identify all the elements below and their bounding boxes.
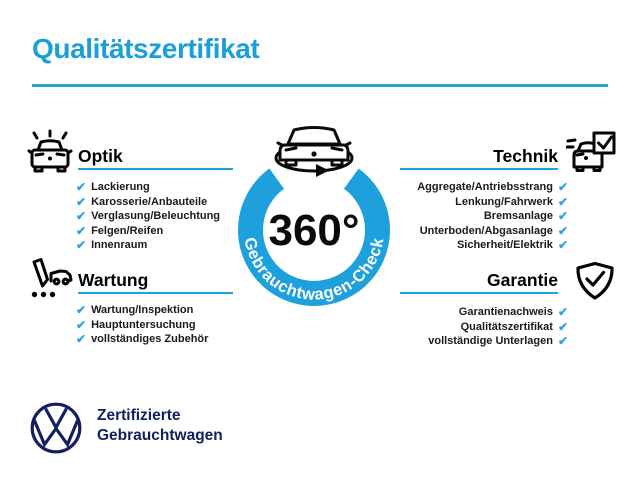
checklist-item bbox=[428, 334, 568, 349]
checklist-item-label: Sicherheit/Elektrik bbox=[456, 239, 553, 252]
optik-checklist bbox=[76, 180, 220, 253]
car-shine-icon bbox=[24, 129, 76, 186]
shield-check-icon bbox=[572, 260, 618, 317]
checklist-item-label: Bremsanlage bbox=[483, 210, 553, 223]
wartung-underline bbox=[78, 292, 233, 295]
wordmark-line1: Zertifizierte bbox=[97, 407, 181, 424]
wordmark-line2: Gebrauchtwagen bbox=[97, 426, 223, 444]
checklist-item bbox=[417, 209, 568, 224]
check-icon: ✔ bbox=[76, 223, 87, 238]
checklist-item bbox=[417, 180, 568, 195]
optik-underline bbox=[78, 168, 233, 171]
checklist-item-label: Aggregate/Antriebsstrang bbox=[417, 181, 553, 194]
check-icon: ✔ bbox=[76, 317, 87, 332]
checklist-item bbox=[76, 332, 208, 347]
checklist-item bbox=[76, 180, 220, 195]
checklist-item bbox=[76, 303, 208, 318]
check-icon: ✔ bbox=[76, 194, 87, 209]
check-icon: ✔ bbox=[557, 238, 568, 253]
checklist-item-label: Innenraum bbox=[91, 239, 148, 252]
checklist-item bbox=[428, 320, 568, 335]
check-icon: ✔ bbox=[557, 223, 568, 238]
checklist-item bbox=[76, 224, 220, 239]
check-icon: ✔ bbox=[76, 180, 87, 195]
check-icon: ✔ bbox=[557, 194, 568, 209]
check-icon: ✔ bbox=[557, 305, 568, 320]
check-icon: ✔ bbox=[557, 209, 568, 224]
brand-wordmark bbox=[97, 406, 223, 445]
checklist-item-label: Lenkung/Fahrwerk bbox=[455, 195, 553, 208]
checklist-item bbox=[417, 195, 568, 210]
center-badge bbox=[218, 98, 418, 323]
checklist-item-label: Lackierung bbox=[91, 181, 150, 194]
checklist-item bbox=[417, 224, 568, 239]
check-icon: ✔ bbox=[76, 303, 87, 318]
checklist-item bbox=[417, 238, 568, 253]
checklist-item-label: Qualitätszertifikat bbox=[460, 320, 553, 333]
car-checkbox-icon bbox=[566, 127, 618, 184]
checklist-item-label: Hauptuntersuchung bbox=[91, 318, 196, 331]
check-icon: ✔ bbox=[557, 180, 568, 195]
degree-label: 360° bbox=[268, 206, 360, 255]
section-title-garantie: Garantie bbox=[487, 270, 558, 290]
check-icon: ✔ bbox=[76, 332, 87, 347]
checklist-item bbox=[428, 305, 568, 320]
title-divider bbox=[32, 84, 608, 87]
checklist-item-label: Verglasung/Beleuchtung bbox=[91, 210, 221, 223]
checklist-item bbox=[76, 195, 220, 210]
section-title-optik: Optik bbox=[78, 146, 123, 166]
check-icon: ✔ bbox=[76, 238, 87, 253]
checklist-item-label: Felgen/Reifen bbox=[91, 224, 164, 237]
checklist-item-label: vollständiges Zubehör bbox=[91, 333, 209, 346]
checklist-item-label: Wartung/Inspektion bbox=[91, 304, 194, 317]
check-icon: ✔ bbox=[76, 209, 87, 224]
checklist-item bbox=[76, 318, 208, 333]
section-title-technik: Technik bbox=[493, 146, 558, 166]
section-title-wartung: Wartung bbox=[78, 270, 149, 290]
pencil-car-icon bbox=[24, 256, 76, 313]
garantie-checklist bbox=[428, 305, 568, 349]
checklist-item-label: Unterboden/Abgasanlage bbox=[419, 224, 553, 237]
technik-underline bbox=[400, 168, 558, 171]
checklist-item-label: vollständige Unterlagen bbox=[428, 335, 553, 348]
garantie-underline bbox=[400, 292, 558, 295]
vw-logo-icon bbox=[30, 402, 82, 459]
checklist-item bbox=[76, 238, 220, 253]
wartung-checklist bbox=[76, 303, 208, 347]
rotating-car-icon bbox=[276, 128, 352, 178]
page-title: Qualitätszertifikat bbox=[32, 33, 260, 64]
check-icon: ✔ bbox=[557, 334, 568, 349]
ring-label: Gebrauchtwagen-Check bbox=[240, 235, 388, 304]
checklist-item-label: Garantienachweis bbox=[458, 306, 553, 319]
checklist-item bbox=[76, 209, 220, 224]
checklist-item-label: Karosserie/Anbauteile bbox=[91, 195, 208, 208]
check-icon: ✔ bbox=[557, 319, 568, 334]
technik-checklist bbox=[417, 180, 568, 253]
